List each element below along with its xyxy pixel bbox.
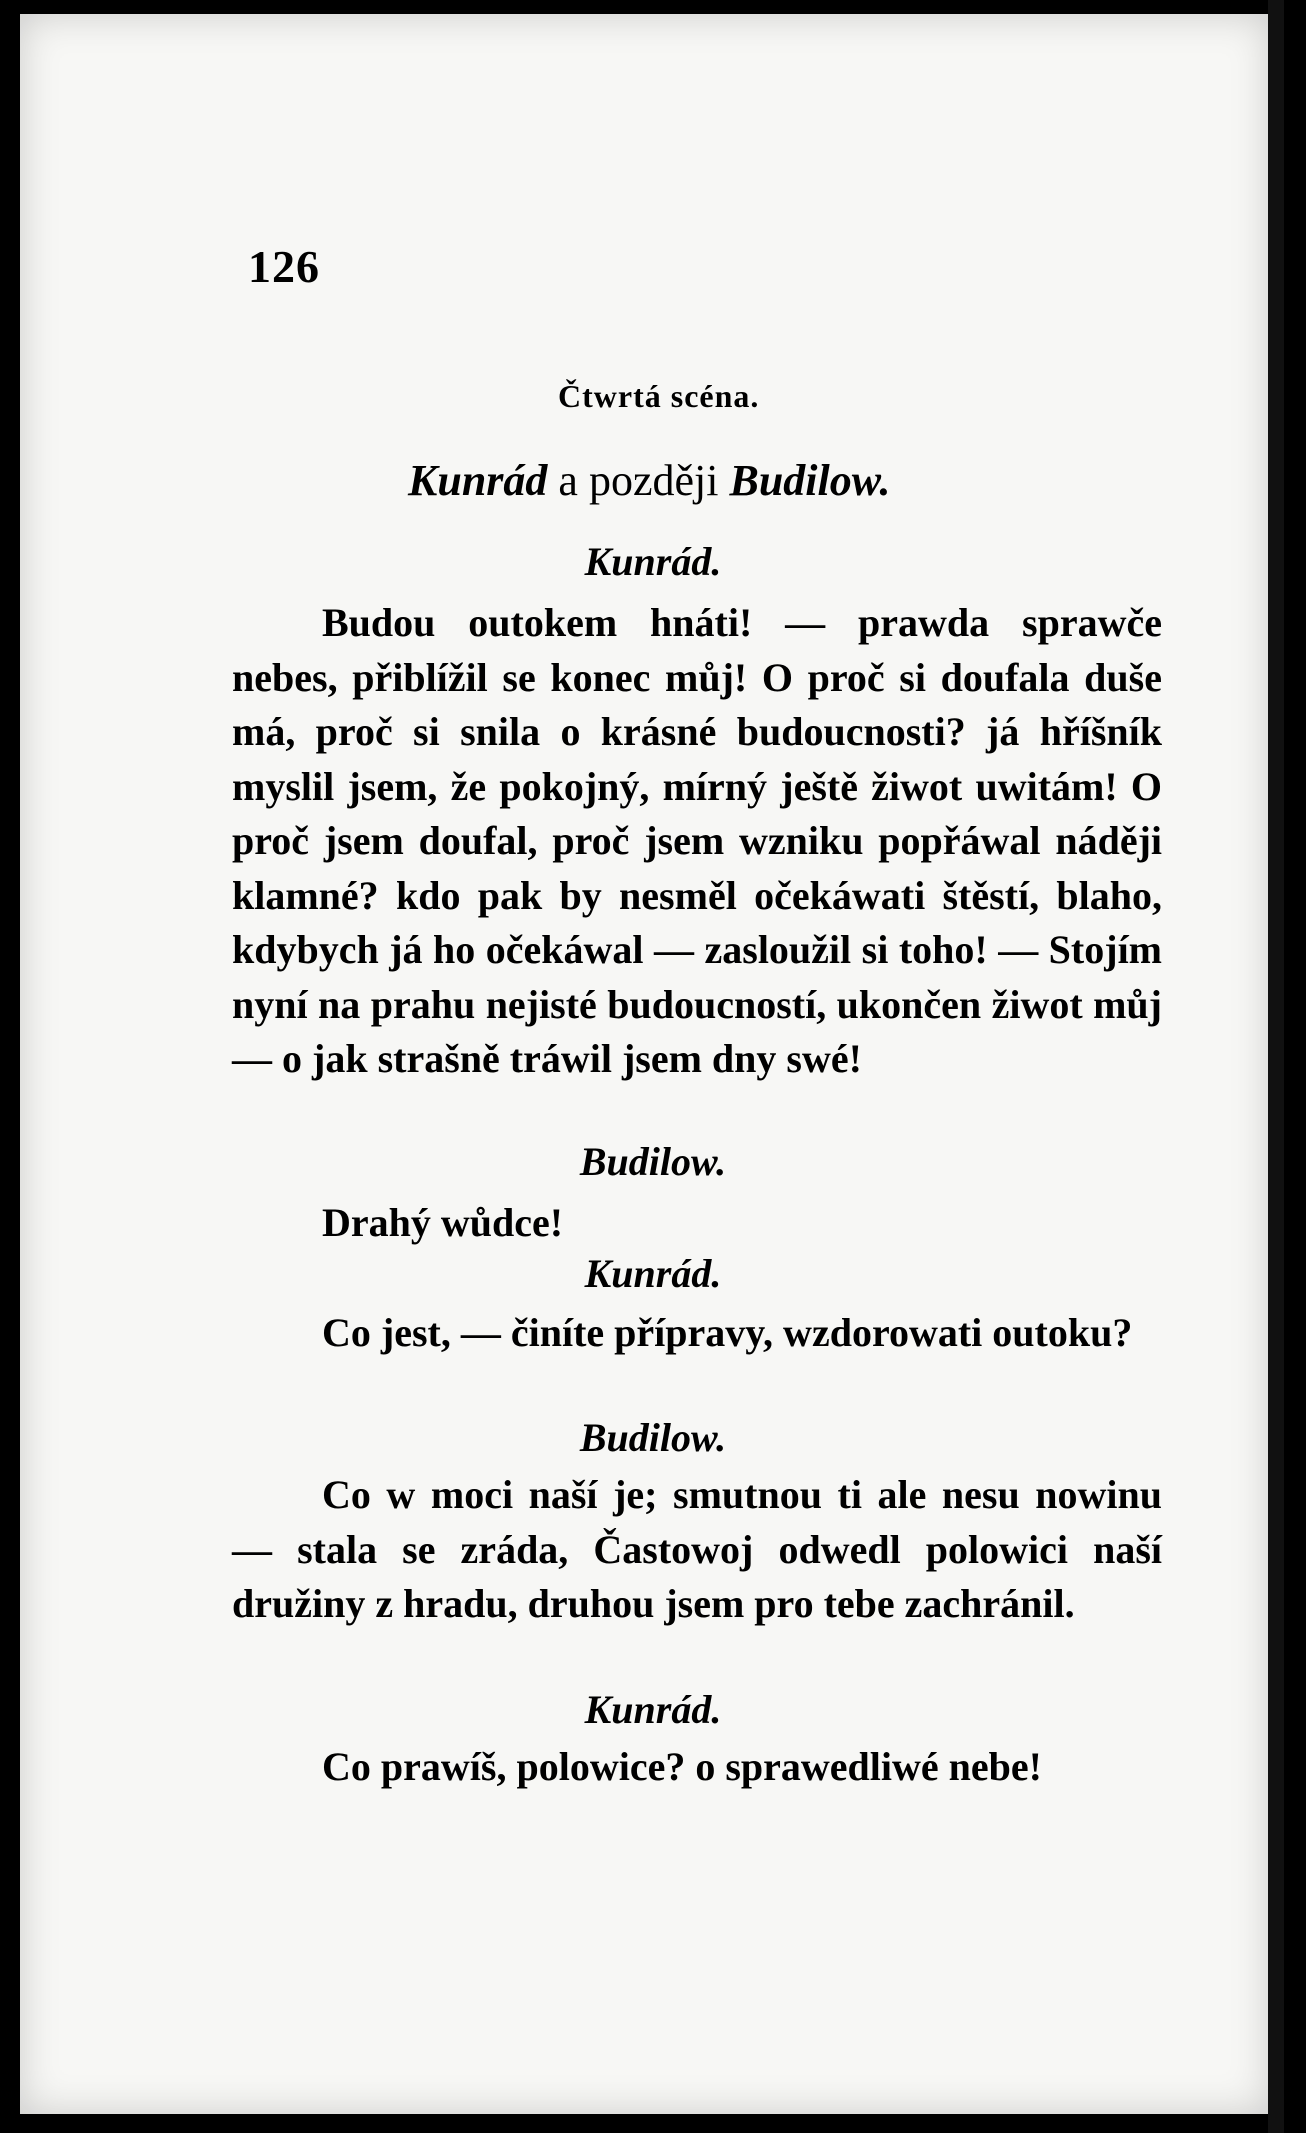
cast-line bbox=[408, 455, 890, 506]
scene-title: Čtwrtá scéna. bbox=[558, 378, 760, 414]
cast-first: Kunrád bbox=[408, 456, 548, 505]
speech-text: Co w moci naší je; smutnou ti ale nesu nowinu — stala se zráda, Častowoj odwedl polowici naší družiny z hradu, druhou jsem pro tebe zachránil. bbox=[232, 1472, 1162, 1626]
speech-text: Co jest, — činíte přípravy, wzdorowati outoku? bbox=[322, 1310, 1133, 1355]
cast-second: Budilow. bbox=[729, 456, 891, 505]
speech-text: Drahý wůdce! bbox=[322, 1200, 564, 1245]
page-number: 126 bbox=[248, 241, 320, 292]
speaker-name: Kunrád. bbox=[584, 1251, 722, 1296]
speech-text: Co prawíš, polowice? o sprawedliwé nebe! bbox=[322, 1744, 1042, 1789]
speaker-name: Budilow. bbox=[579, 1139, 727, 1184]
speaker-name: Budilow. bbox=[579, 1415, 727, 1460]
speaker-name: Kunrád. bbox=[584, 1687, 722, 1732]
cast-connector: a později bbox=[547, 456, 730, 505]
page-edge-shadow bbox=[1268, 0, 1284, 2133]
speaker-name: Kunrád. bbox=[584, 539, 722, 584]
speech-text: Budou outokem hnáti! — prawda sprawče nebes, přiblížil se konec můj! O proč si doufala duše má, proč si snila o krásné budoucnosti? já hříšník myslil jsem, že pokojný, mírný ještě žiwot uwitám! O proč jsem doufal, proč jsem wzniku popřáwal náději klamné? kdo pak by nesměl očekáwati štěstí, blaho, kdybych já ho očekáwal — zasloužil si toho! — Stojím nyní na prahu nejisté budoucností, ukončen žiwot můj — o jak strašně tráwil jsem dny swé! bbox=[232, 600, 1162, 1081]
